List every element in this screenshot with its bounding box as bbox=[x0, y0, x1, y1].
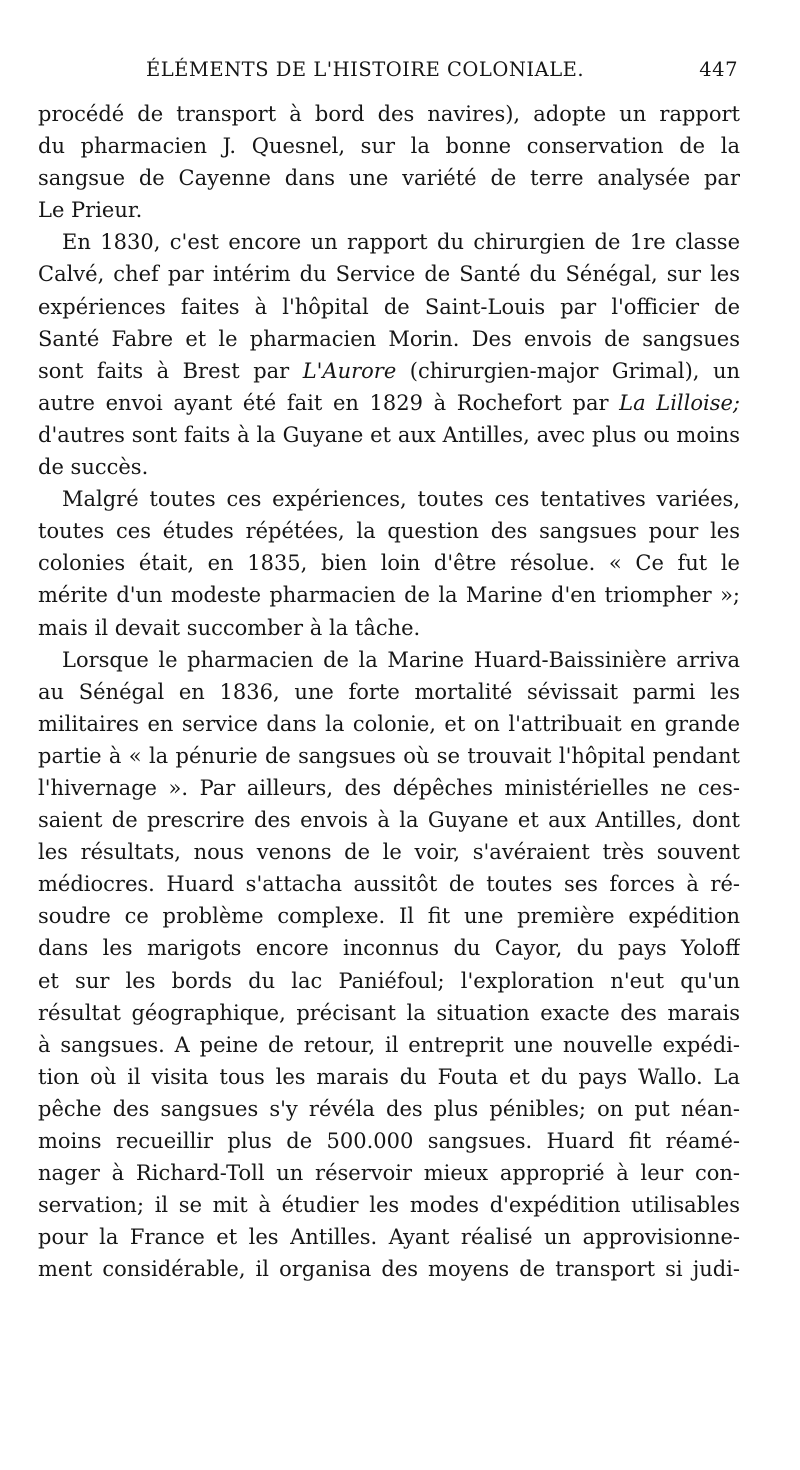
text-line: partie à « la pénurie de sangsues où se trouvait l'hôpital pendant bbox=[38, 743, 740, 768]
text-line: soudre ce problème complexe. Il fit une première expédition bbox=[38, 904, 740, 929]
text-line: les résultats, nous venons de le voir, s'avéraient très souvent bbox=[38, 840, 740, 865]
body-text bbox=[38, 98, 740, 1285]
text-line bbox=[38, 355, 740, 387]
paragraph bbox=[38, 483, 740, 643]
text-line: au Sénégal en 1836, une forte mortalité sévissait parmi les bbox=[38, 679, 740, 704]
text-segment: autre envoi ayant été fait en 1829 à Rochefort par bbox=[38, 390, 620, 415]
text-line: procédé de transport à bord des navires), adopte un rapport bbox=[38, 102, 740, 126]
text-line: colonies était, en 1835, bien loin d'être résolue. « Ce fut le bbox=[38, 551, 740, 576]
text-line bbox=[38, 387, 740, 419]
text-line: résultat géographique, précisant la situation exacte des marais bbox=[38, 1000, 740, 1025]
text-line: Santé Fabre et le pharmacien Morin. Des envois de sangsues bbox=[38, 326, 740, 351]
ship-name: La Lilloise; bbox=[619, 390, 740, 415]
text-line: servation; il se mit à étudier les modes d'expédition utilisables bbox=[38, 1193, 740, 1218]
running-head bbox=[38, 58, 740, 90]
text-line: dans les marigots encore inconnus du Cayor, du pays Yoloff bbox=[38, 936, 740, 961]
text-line: de succès. bbox=[38, 455, 149, 480]
text-line: nager à Richard-Toll un réservoir mieux approprié à leur con- bbox=[38, 1161, 740, 1186]
text-line: ment considérable, il organisa des moyens de transport si judi- bbox=[38, 1257, 740, 1282]
text-line: Calvé, chef par intérim du Service de Santé du Sénégal, sur les bbox=[38, 262, 740, 287]
text-line: expériences faites à l'hôpital de Saint-Louis par l'officier de bbox=[38, 294, 740, 319]
text-line: saient de prescrire des envois à la Guyane et aux Antilles, dont bbox=[38, 808, 740, 833]
running-title: ÉLÉMENTS DE L'HISTOIRE COLONIALE. bbox=[146, 58, 585, 81]
text-line: moins recueillir plus de 500.000 sangsues. Huard fit réamé- bbox=[38, 1129, 740, 1153]
paragraph bbox=[38, 226, 740, 483]
text-segment: (chirurgien-major Grimal), un bbox=[396, 358, 740, 383]
page-number: 447 bbox=[699, 58, 738, 81]
text-line: toutes ces études répétées, la question des sangsues pour les bbox=[38, 519, 740, 544]
text-line: l'hivernage ». Par ailleurs, des dépêches ministérielles ne ces- bbox=[38, 775, 740, 800]
paragraph bbox=[38, 644, 740, 1286]
text-line: Le Prieur. bbox=[38, 198, 143, 223]
paragraph bbox=[38, 98, 740, 226]
text-line: d'autres sont faits à la Guyane et aux Antilles, avec plus ou moins bbox=[38, 422, 740, 447]
ship-name: L'Aurore bbox=[302, 358, 397, 383]
text-line: militaires en service dans la colonie, et on l'attribuait en grande bbox=[38, 711, 740, 736]
text-line: Lorsque le pharmacien de la Marine Huard-Baissinière arriva bbox=[62, 647, 740, 672]
text-line: mais il devait succomber à la tâche. bbox=[38, 615, 421, 640]
text-line: pour la France et les Antilles. Ayant réalisé un approvisionne- bbox=[38, 1225, 740, 1250]
text-line: du pharmacien J. Quesnel, sur la bonne conservation de la bbox=[38, 134, 740, 159]
book-page bbox=[38, 58, 740, 1285]
text-line: mérite d'un modeste pharmacien de la Marine d'en triompher »; bbox=[38, 583, 740, 608]
text-line: En 1830, c'est encore un rapport du chirurgien de 1re classe bbox=[62, 230, 740, 255]
text-segment: sont faits à Brest par bbox=[38, 358, 303, 383]
text-line: tion où il visita tous les marais du Fouta et du pays Wallo. La bbox=[38, 1064, 740, 1089]
text-line: à sangsues. A peine de retour, il entreprit une nouvelle expédi- bbox=[38, 1032, 740, 1057]
text-line: sangsue de Cayenne dans une variété de terre analysée par bbox=[38, 166, 740, 191]
text-line: médiocres. Huard s'attacha aussitôt de toutes ses forces à ré- bbox=[38, 872, 740, 897]
text-line: Malgré toutes ces expériences, toutes ces tentatives variées, bbox=[62, 487, 740, 512]
text-line: pêche des sangsues s'y révéla des plus pénibles; on put néan- bbox=[38, 1096, 740, 1121]
text-line: et sur les bords du lac Paniéfoul; l'exploration n'eut qu'un bbox=[38, 968, 740, 993]
